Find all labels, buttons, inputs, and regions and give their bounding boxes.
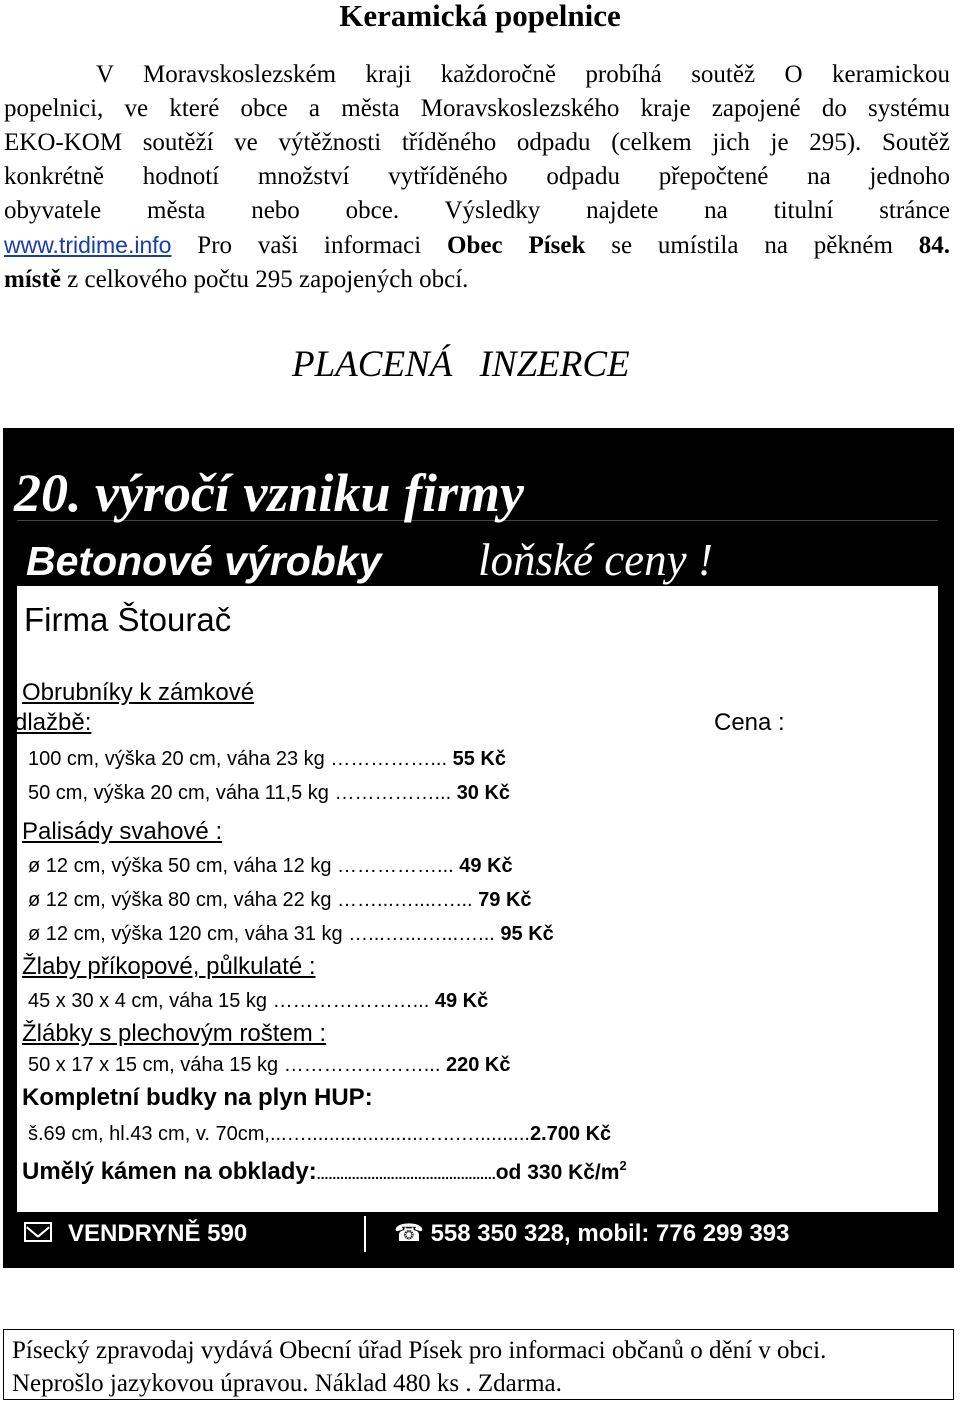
item-leader: …………………... <box>272 990 430 1012</box>
ad-address <box>24 1218 247 1250</box>
category-grated-gutters: Žlábky s plechovým roštem : <box>22 1020 327 1047</box>
stone-leader: .............................................. <box>316 1166 496 1182</box>
article-line-1: V Moravskoslezském kraji každoročně probíhá soutěž O keramickou <box>96 61 950 88</box>
ad-contact-divider <box>364 1216 366 1252</box>
obec-name: Obec Písek <box>447 232 586 259</box>
place-word: místě <box>4 266 61 293</box>
article-line-2: popelnici, ve které obce a města Moravskoslezského kraje zapojené do systému <box>4 95 950 122</box>
category-gas-boxes: Kompletní budky na plyn HUP: <box>22 1084 373 1111</box>
info-text: Pro vaši informaci <box>197 232 422 259</box>
item-price: 49 Kč <box>434 990 489 1012</box>
ad-phone: ☎ 558 350 328, mobil: 776 299 393 <box>394 1220 790 1247</box>
item-desc: ø 12 cm, výška 50 cm, váha 12 kg <box>28 855 332 877</box>
item-desc: ø 12 cm, výška 80 cm, váha 22 kg <box>28 889 332 911</box>
item-leader: ……………... <box>334 782 452 804</box>
category-curbs-line2: dlažbě: <box>14 709 92 736</box>
article-line-6 <box>4 228 950 263</box>
price-row <box>28 1121 611 1147</box>
article-line-4: konkrétně hodnotí množství vytříděného odpadu přepočtené na jednoho <box>4 163 950 190</box>
rank-number: 84. <box>918 232 951 259</box>
item-price: 95 Kč <box>500 923 554 945</box>
stone-price: od 330 Kč/m <box>495 1161 620 1184</box>
envelope-icon <box>24 1222 52 1242</box>
category-artificial-stone <box>22 1151 627 1189</box>
category-palisades: Palisády svahové : <box>22 818 223 845</box>
ad-prices-note: loňské ceny ! <box>478 535 713 585</box>
firm-name: Firma Štourač <box>24 601 232 638</box>
item-leader: ……...…....…... <box>337 889 473 911</box>
imprint-text <box>12 1334 826 1400</box>
imprint-line-1: Písecký zpravodaj vydává Obecní úřad Písek pro informaci občanů o dění v obci. <box>12 1337 827 1364</box>
item-desc: 100 cm, výška 20 cm, váha 23 kg <box>28 748 325 770</box>
price-row <box>28 887 532 913</box>
price-row <box>28 746 506 772</box>
item-desc: 50 x 17 x 15 cm, váha 15 kg <box>28 1054 279 1076</box>
stone-unit-sup: 2 <box>619 1158 627 1173</box>
price-row <box>28 780 510 806</box>
section-heading: PLACENÁ INZERCE <box>292 344 630 385</box>
price-row <box>28 1052 510 1078</box>
item-price: 55 Kč <box>452 748 506 770</box>
item-leader: …………………... <box>283 1054 441 1076</box>
item-price: 220 Kč <box>445 1054 511 1076</box>
item-leader: ……………... <box>337 855 454 877</box>
price-row <box>28 988 488 1014</box>
item-leader: …...…...…...…... <box>348 923 495 945</box>
item-desc: 50 cm, výška 20 cm, váha 11,5 kg <box>28 782 329 804</box>
category-gutters: Žlaby příkopové, půlkulaté : <box>22 953 316 980</box>
article-title: Keramická popelnice <box>339 0 621 33</box>
article-line-7 <box>4 263 950 297</box>
item-desc: 45 x 30 x 4 cm, váha 15 kg <box>28 990 268 1012</box>
item-leader: ...….....................…..….......... <box>269 1123 530 1145</box>
total-count-text: z celkového počtu 295 zapojených obcí. <box>67 266 469 293</box>
article-line-5: obyvatele města nebo obce. Výsledky najdete na titulní stránce <box>4 197 950 224</box>
item-price: 2.700 Kč <box>529 1123 612 1145</box>
placement-text: se umístila na pěkném <box>611 232 893 259</box>
item-leader: ……………... <box>330 748 448 770</box>
item-price: 79 Kč <box>478 889 532 911</box>
item-desc: š.69 cm, hl.43 cm, v. 70cm, <box>28 1123 270 1145</box>
item-price: 49 Kč <box>459 855 513 877</box>
price-header: Cena : <box>714 709 785 736</box>
category-curbs-line1: Obrubníky k zámkové <box>22 679 255 706</box>
price-row <box>28 921 554 947</box>
item-price: 30 Kč <box>456 782 511 804</box>
item-desc: ø 12 cm, výška 120 cm, váha 31 kg <box>28 923 343 945</box>
tridime-link[interactable]: www.tridime.info <box>4 232 172 258</box>
article-line-3: EKO-KOM soutěží ve výtěžnosti tříděného odpadu (celkem jich je 295). Soutěž <box>4 129 950 156</box>
ad-anniversary-heading: 20. výročí vzniku firmy <box>14 463 524 523</box>
address-text: VENDRYNĚ 590 <box>68 1220 248 1247</box>
stone-label: Umělý kámen na obklady: <box>22 1158 317 1185</box>
ad-products-heading: Betonové výrobky <box>26 538 382 584</box>
article-body <box>4 58 950 297</box>
price-row <box>28 853 513 879</box>
imprint-line-2: Neprošlo jazykovou úpravou. Náklad 480 ks . Zdarma. <box>12 1370 562 1397</box>
